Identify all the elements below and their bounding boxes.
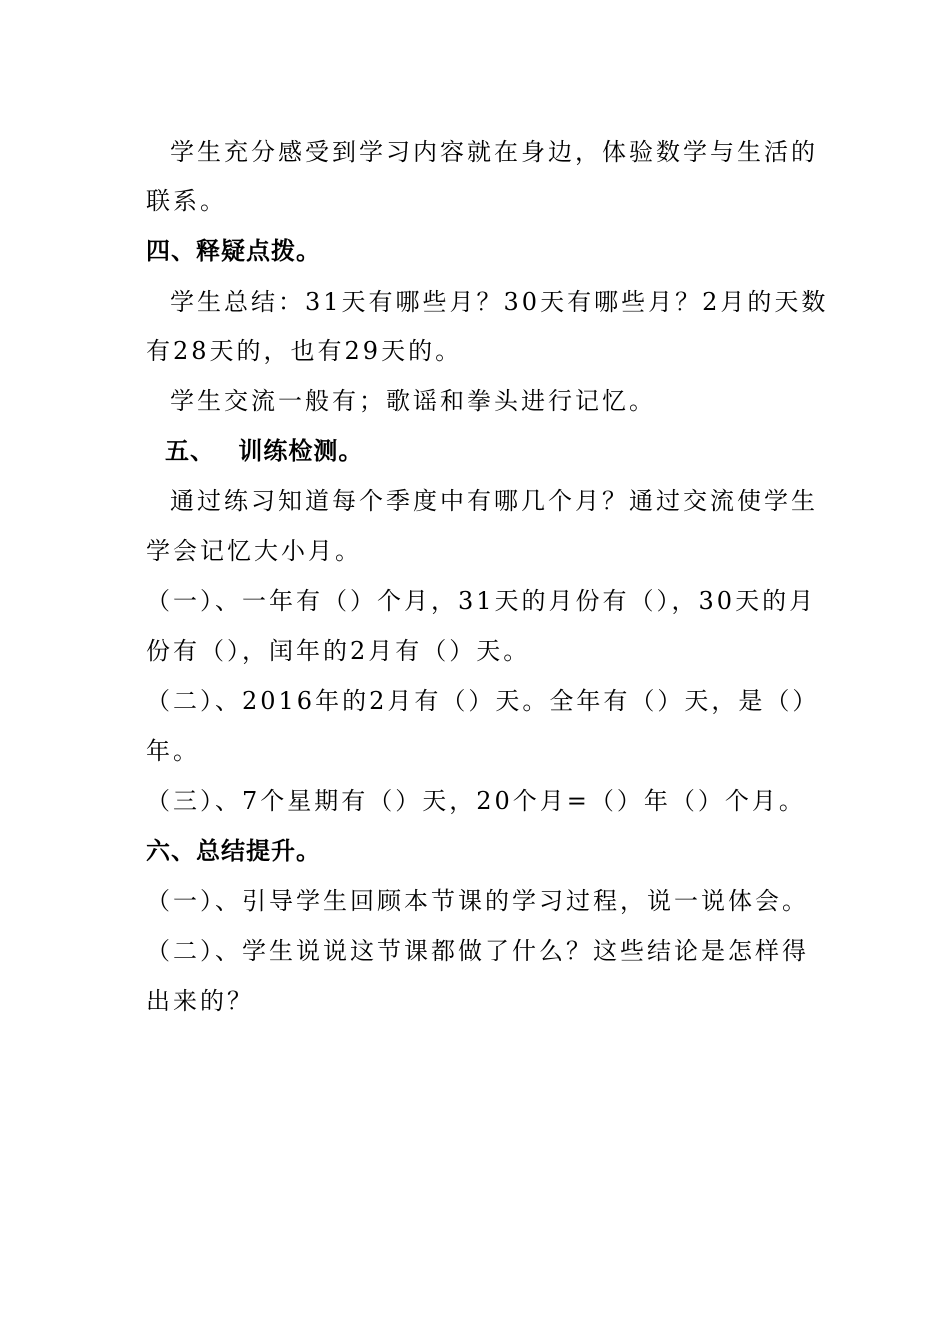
paragraph-line: 联系。 bbox=[146, 187, 227, 215]
exercise-line: 份有（），闰年的2月有（）天。 bbox=[146, 637, 531, 665]
paragraph-line: 出来的？ bbox=[146, 987, 254, 1015]
paragraph-line: 学会记忆大小月。 bbox=[146, 537, 362, 565]
section-heading-6: 六、总结提升。 bbox=[146, 837, 321, 865]
exercise-line: （二）、2016年的2月有（）天。全年有（）天，是（） bbox=[146, 687, 820, 715]
exercise-line: 年。 bbox=[146, 737, 200, 765]
section-heading-5: 五、 训练检测。 bbox=[165, 437, 364, 465]
paragraph-line: （二）、学生说说这节课都做了什么？这些结论是怎样得 bbox=[146, 937, 809, 965]
paragraph-line: 通过练习知道每个季度中有哪几个月？通过交流使学生 bbox=[170, 487, 818, 515]
section-heading-4: 四、释疑点拨。 bbox=[146, 237, 321, 265]
paragraph-line: 有28天的，也有29天的。 bbox=[146, 337, 463, 365]
paragraph-line: 学生总结：31天有哪些月？30天有哪些月？2月的天数 bbox=[170, 288, 829, 316]
paragraph-line: 学生充分感受到学习内容就在身边，体验数学与生活的 bbox=[170, 138, 818, 166]
paragraph-line: （一）、引导学生回顾本节课的学习过程，说一说体会。 bbox=[146, 887, 809, 915]
exercise-line: （三）、7个星期有（）天，20个月=（）年（）个月。 bbox=[146, 787, 806, 815]
exercise-line: （一）、一年有（）个月，31天的月份有（），30天的月 bbox=[146, 587, 817, 615]
paragraph-line: 学生交流一般有；歌谣和拳头进行记忆。 bbox=[170, 387, 656, 415]
